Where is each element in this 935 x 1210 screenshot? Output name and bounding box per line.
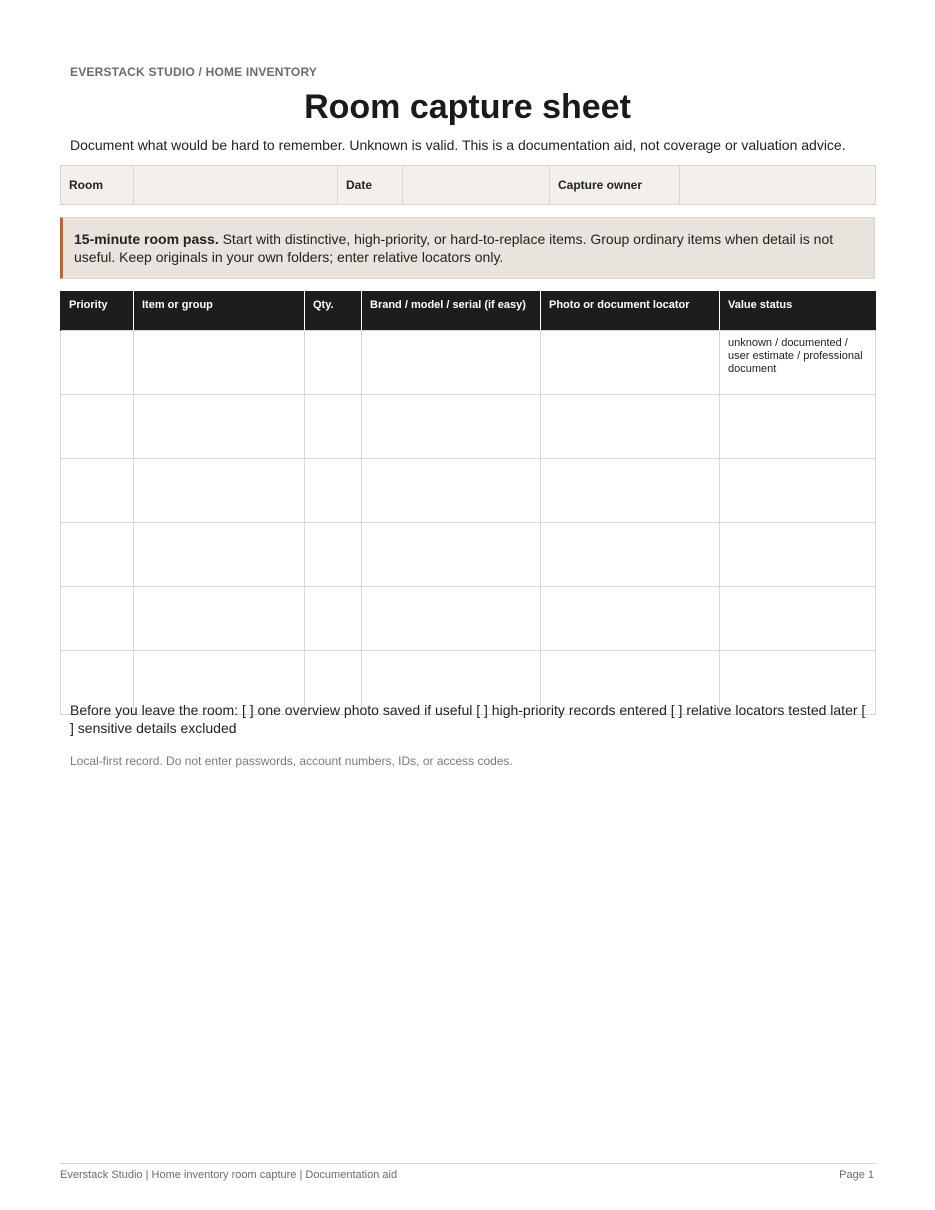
- meta-fields-table: [60, 165, 876, 205]
- date-label: Date: [338, 166, 403, 205]
- locator-cell[interactable]: [541, 459, 720, 523]
- page-number: Page 1: [839, 1169, 874, 1181]
- column-header-locator: Photo or document locator: [541, 291, 720, 331]
- capture-table: [60, 291, 876, 715]
- date-field[interactable]: [403, 166, 550, 205]
- value-status-cell[interactable]: [720, 459, 876, 523]
- footer-divider: [60, 1163, 875, 1164]
- brand-cell[interactable]: [362, 587, 541, 651]
- exit-checklist: Before you leave the room: [ ] one overview photo saved if useful [ ] high-priority records entered [ ] relative locators tested later [ ] sensitive details excluded: [70, 702, 866, 736]
- priority-cell[interactable]: [61, 523, 134, 587]
- item-cell[interactable]: [134, 395, 305, 459]
- item-cell[interactable]: [134, 331, 305, 395]
- locator-cell[interactable]: [541, 587, 720, 651]
- column-header-brand: Brand / model / serial (if easy): [362, 291, 541, 331]
- brand-breadcrumb: EVERSTACK STUDIO / HOME INVENTORY: [70, 65, 318, 79]
- table-row: [61, 587, 876, 651]
- table-row: [61, 523, 876, 587]
- callout-lead: 15-minute room pass.: [74, 231, 219, 247]
- table-row: [61, 459, 876, 523]
- qty-cell[interactable]: [305, 331, 362, 395]
- capture-owner-label: Capture owner: [550, 166, 680, 205]
- qty-cell[interactable]: [305, 587, 362, 651]
- locator-cell[interactable]: [541, 395, 720, 459]
- brand-cell[interactable]: [362, 523, 541, 587]
- column-header-qty: Qty.: [305, 291, 362, 331]
- table-row: [61, 331, 876, 395]
- callout-text: Start with distinctive, high-priority, or hard-to-replace items. Group ordinary items when detail is not useful. Keep originals in your own folders; enter relative locators only.: [74, 231, 834, 265]
- room-label: Room: [61, 166, 134, 205]
- capture-owner-field[interactable]: [680, 166, 876, 205]
- priority-cell[interactable]: [61, 395, 134, 459]
- footer-text: Everstack Studio | Home inventory room capture | Documentation aid: [60, 1169, 398, 1181]
- locator-cell[interactable]: [541, 523, 720, 587]
- priority-cell[interactable]: [61, 587, 134, 651]
- value-status-cell[interactable]: unknown / documented / user estimate / professional document: [720, 331, 876, 395]
- brand-cell[interactable]: [362, 395, 541, 459]
- value-status-cell[interactable]: [720, 523, 876, 587]
- value-status-cell[interactable]: [720, 587, 876, 651]
- qty-cell[interactable]: [305, 395, 362, 459]
- brand-cell[interactable]: [362, 331, 541, 395]
- room-field[interactable]: [134, 166, 338, 205]
- priority-cell[interactable]: [61, 331, 134, 395]
- intro-text: Document what would be hard to remember. Unknown is valid. This is a documentation aid, not coverage or valuation advice.: [70, 137, 846, 153]
- table-row: [61, 395, 876, 459]
- column-header-item: Item or group: [134, 291, 305, 331]
- column-header-value-status: Value status: [720, 291, 876, 331]
- value-status-cell[interactable]: [720, 395, 876, 459]
- column-header-priority: Priority: [61, 291, 134, 331]
- qty-cell[interactable]: [305, 459, 362, 523]
- item-cell[interactable]: [134, 587, 305, 651]
- qty-cell[interactable]: [305, 523, 362, 587]
- brand-cell[interactable]: [362, 459, 541, 523]
- table-header-row: [61, 291, 876, 331]
- item-cell[interactable]: [134, 459, 305, 523]
- privacy-note: Local-first record. Do not enter passwords, account numbers, IDs, or access codes.: [70, 754, 513, 768]
- page-title: Room capture sheet: [304, 88, 631, 126]
- locator-cell[interactable]: [541, 331, 720, 395]
- item-cell[interactable]: [134, 523, 305, 587]
- room-pass-callout: [60, 217, 875, 279]
- priority-cell[interactable]: [61, 459, 134, 523]
